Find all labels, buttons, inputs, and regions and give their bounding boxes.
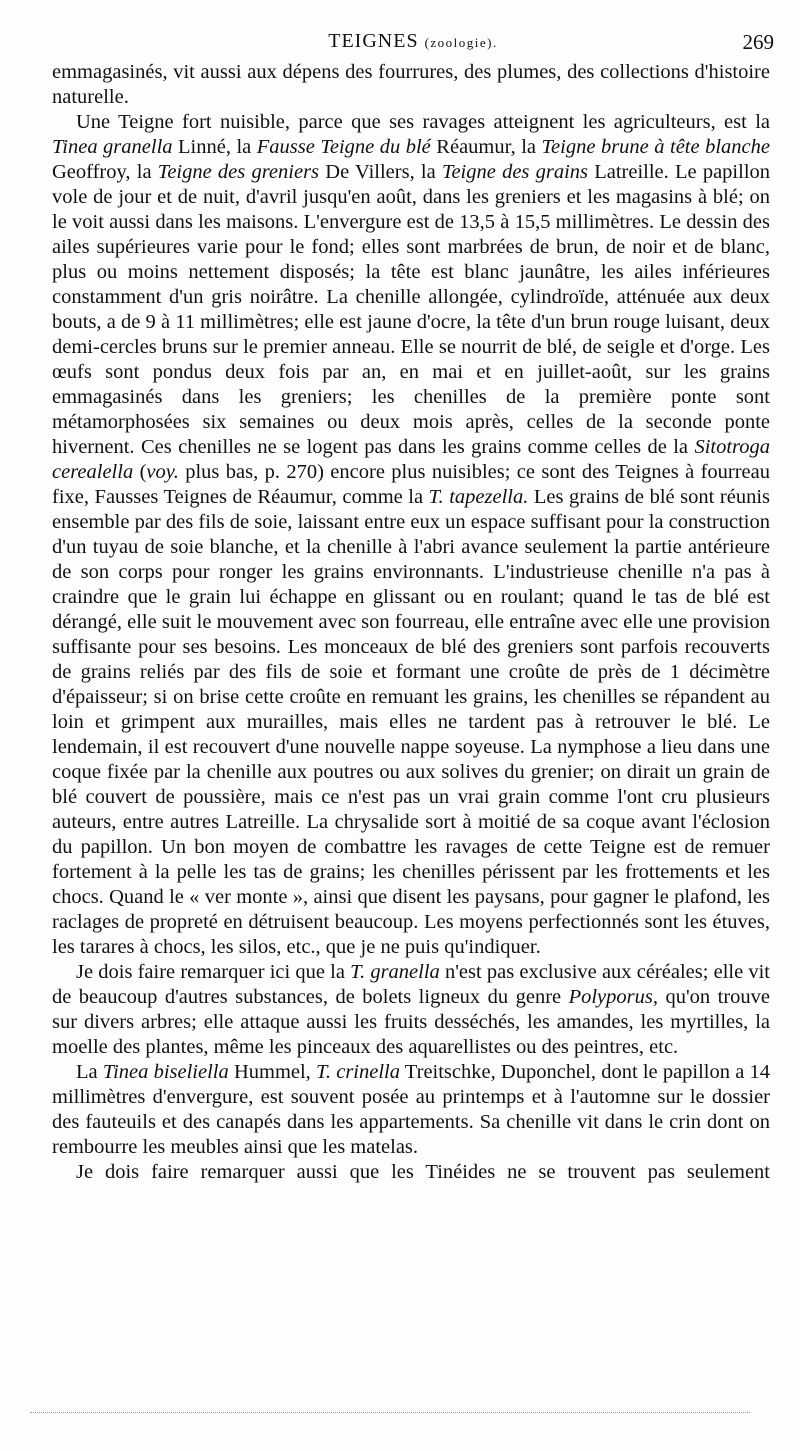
text-run: Une Teigne fort nuisible, parce que ses ravages atteignent les agriculteurs, est la bbox=[76, 111, 770, 133]
text-run: Je dois faire remarquer ici que la bbox=[76, 961, 351, 983]
italic-term: Polyporus, bbox=[568, 986, 658, 1008]
italic-term: Sitotroga cerealella bbox=[52, 436, 770, 483]
text-run: Treitschke, Duponchel, dont le papillon a 14 millimètres d'envergure, est souvent posée au printemps et à l'automne sur le dossier des fauteuils et des canapés dans les appartements. Sa chenille vit dans le crin dont on rembourre les meubles ainsi que les matelas. bbox=[52, 1061, 770, 1158]
running-header bbox=[52, 30, 774, 60]
italic-term: T. tapezella. bbox=[428, 486, 529, 508]
running-title bbox=[52, 30, 774, 53]
italic-term: Tinea granella bbox=[52, 136, 173, 158]
italic-term: voy. bbox=[146, 461, 179, 483]
text-run: Je dois faire remarquer aussi que les Tinéides ne se trouvent pas seulement bbox=[76, 1161, 770, 1183]
footer-rule bbox=[30, 1412, 750, 1413]
running-title-sub: (zoologie). bbox=[424, 35, 498, 50]
text-run: n'est pas exclusive aux céréales; elle vit de beaucoup d'autres substances, de bolets ligneux du genre bbox=[52, 961, 770, 1008]
paragraph bbox=[52, 1160, 770, 1185]
text-run: La bbox=[76, 1061, 103, 1083]
text-run: Latreille. Le papillon vole de jour et de nuit, d'avril jusqu'en août, dans les greniers et les magasins à blé; on le voit aussi dans les maisons. L'envergure est de 13,5 à 15,5 millimètres. Le dessin des ailes supérieures varie pour le fond; elles sont marbrées de brun, de noir et de blanc, plus ou moins nettement disposés; la tête est blanc jaunâtre, les ailes inférieures constamment d'un gris noirâtre. La chenille allongée, cylindroïde, atténuée aux deux bouts, a de 9 à 11 millimètres; elle est jaune d'ocre, la tête d'un brun rouge luisant, deux demi-cercles bruns sur le premier anneau. Elle se nourrit de blé, de seigle et d'orge. Les œufs sont pondus deux fois par an, en mai et en juillet-août, sur les grains emmagasinés dans les greniers; les chenilles de la première ponte sont métamorphosées six semaines ou deux mois après, celles de la seconde ponte hivernent. Ces chenilles ne se logent pas dans les grains comme celles de la bbox=[52, 161, 771, 458]
paragraph bbox=[52, 60, 770, 110]
text-run: Hummel, bbox=[228, 1061, 317, 1083]
italic-term: Tinea biseliella bbox=[102, 1061, 229, 1083]
text-run: qu'on trouve sur divers arbres; elle attaque aussi les fruits desséchés, les amandes, les myrtilles, la moelle des plantes, même les pinceaux des aquarellistes ou des peintres, etc. bbox=[52, 986, 770, 1058]
italic-term: Teigne des greniers bbox=[157, 161, 320, 183]
text-run: Les grains de blé sont réunis ensemble par des fils de soie, laissant entre eux un espace suffisant pour la construction d'un tuyau de soie blanche, et la chenille à l'abri avance seulement la partie antérieure de son corps pour ronger les grains environnants. L'industrieuse chenille n'a pas à craindre que le grain lui échappe en glissant ou en roulant; quand le tas de blé est dérangé, elle suit le mouvement avec son fourreau, elle entraîne avec elle une provision suffisante pour ses besoins. Les monceaux de blé des greniers sont parfois recouverts de grains reliés par des fils de soie et formant une croûte de près de 1 décimètre d'épaisseur; si on brise cette croûte en remuant les grains, les chenilles se répandent au loin et grimpent aux murailles, mais elles ne tardent pas à retrouver le blé. Le lendemain, il est recouvert d'une nouvelle nappe soyeuse. La nymphose a lieu dans une coque fixée par la chenille aux poutres ou aux solives du grenier; on dirait un grain de blé couvert de poussière, mais ce n'est pas un vrai grain comme l'ont cru plusieurs auteurs, entre autres Latreille. La chrysalide sort à moitié de sa coque avant l'éclosion du papillon. Un bon moyen de combattre les ravages de cette Teigne est de remuer fortement à la pelle les tas de grains; les chenilles périssent par les frottements et les chocs. Quand le « ver monte », ainsi que disent les paysans, pour gagner le plafond, les raclages de propreté en détruisent beaucoup. Les moyens perfectionnés sont les étuves, les tarares à chocs, les silos, etc., que je ne puis qu'indiquer. bbox=[52, 486, 770, 958]
text-run: plus bas, p. 270) encore plus nuisibles; ce sont des Teignes à fourreau fixe, Fausses Teignes de Réaumur, comme la bbox=[52, 461, 770, 508]
italic-term: T. crinella bbox=[316, 1061, 400, 1083]
paragraph bbox=[52, 1060, 770, 1160]
italic-term: Fausse Teigne du blé bbox=[256, 136, 431, 158]
text-run: emmagasinés, vit aussi aux dépens des fourrures, des plumes, des collections d'histoire naturelle. bbox=[52, 61, 770, 108]
italic-term: Teigne brune à tête blanche bbox=[541, 136, 770, 158]
running-title-main: TEIGNES bbox=[328, 30, 419, 52]
paragraph bbox=[52, 110, 770, 960]
italic-term: T. granella bbox=[350, 961, 440, 983]
text-run: Réaumur, la bbox=[430, 136, 542, 158]
text-run: ( bbox=[133, 461, 147, 483]
page-number: 269 bbox=[742, 30, 774, 54]
paragraph bbox=[52, 960, 770, 1060]
italic-term: Teigne des grains bbox=[441, 161, 589, 183]
text-run: Linné, la bbox=[172, 136, 257, 158]
text-run: De Villers, la bbox=[319, 161, 442, 183]
body-text bbox=[52, 60, 770, 1185]
text-run: Geoffroy, la bbox=[52, 161, 158, 183]
